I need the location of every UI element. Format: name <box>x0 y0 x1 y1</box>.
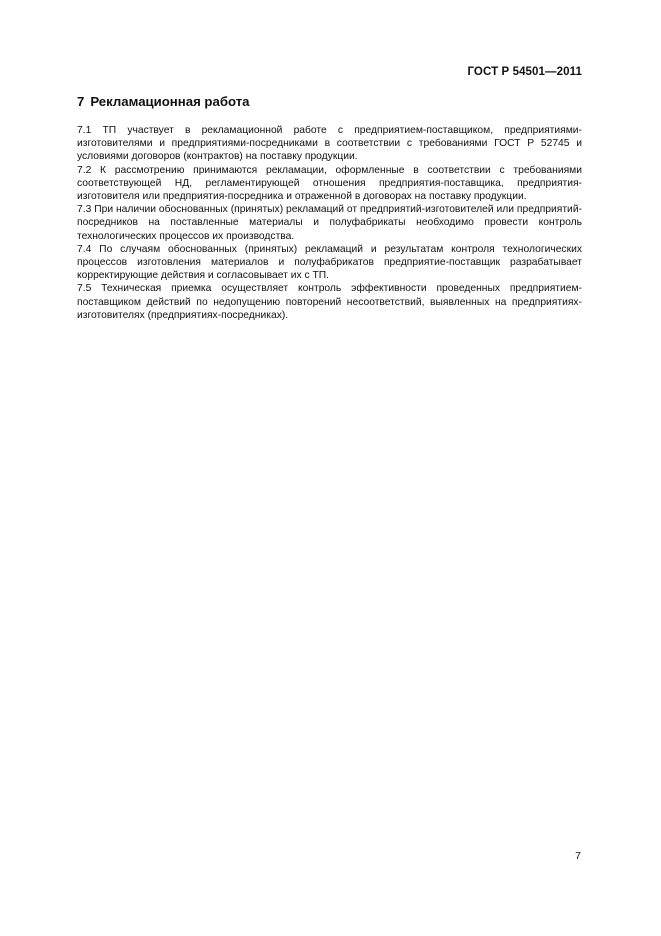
paragraph-text: Техническая приемка осуществляет контроль эффективности проведенных предприятием-поставщиком действий по недопущению повторений несоответствий, выявленных на предприятиях-изготовителях (предприятиях-посредниках). <box>77 283 582 321</box>
paragraph-text: К рассмотрению принимаются рекламации, оформленные в соответствии с требованиями соответствующей НД, регламентирующей отношения предприятия-поставщика, предприятия-изготовителя или предприятия-посредника и отраженной в договорах на поставку продукции. <box>77 164 582 203</box>
paragraph-7-1 <box>77 124 582 164</box>
paragraph-number: 7.5 <box>77 283 92 295</box>
paragraph-number: 7.3 <box>77 204 92 216</box>
section-heading <box>77 94 249 109</box>
paragraph-7-2 <box>77 164 582 204</box>
paragraph-7-3 <box>77 203 582 243</box>
paragraph-7-4 <box>77 243 582 283</box>
section-title-text: Рекламационная работа <box>90 94 250 109</box>
section-body <box>77 124 582 322</box>
paragraph-text: ТП участвует в рекламационной работе с предприятием-поставщиком, предприятиями-изготовителями и предприятиями-посредниками в соответствии с требованиями ГОСТ Р 52745 и условиями договоров (контрактов) на поставку продукции. <box>77 125 582 163</box>
paragraph-7-5 <box>77 282 582 322</box>
paragraph-text: По случаям обоснованных (принятых) рекламаций и результатам контроля технологических процессов изготовления материалов и полуфабрикатов предприятие-поставщик разрабатывает корректирующие действия и согласовывает их с ТП. <box>77 243 582 282</box>
section-number: 7 <box>77 94 85 109</box>
document-code: ГОСТ Р 54501—2011 <box>467 66 582 78</box>
paragraph-number: 7.1 <box>77 125 92 136</box>
page-number: 7 <box>575 850 581 862</box>
paragraph-number: 7.4 <box>77 243 92 255</box>
paragraph-number: 7.2 <box>77 164 92 176</box>
paragraph-text: При наличии обоснованных (принятых) рекламаций от предприятий-изготовителей или предприятий-посредников на поставленные материалы и полуфабрикаты необходимо провести контроль технологических процессов их производства. <box>77 204 582 242</box>
